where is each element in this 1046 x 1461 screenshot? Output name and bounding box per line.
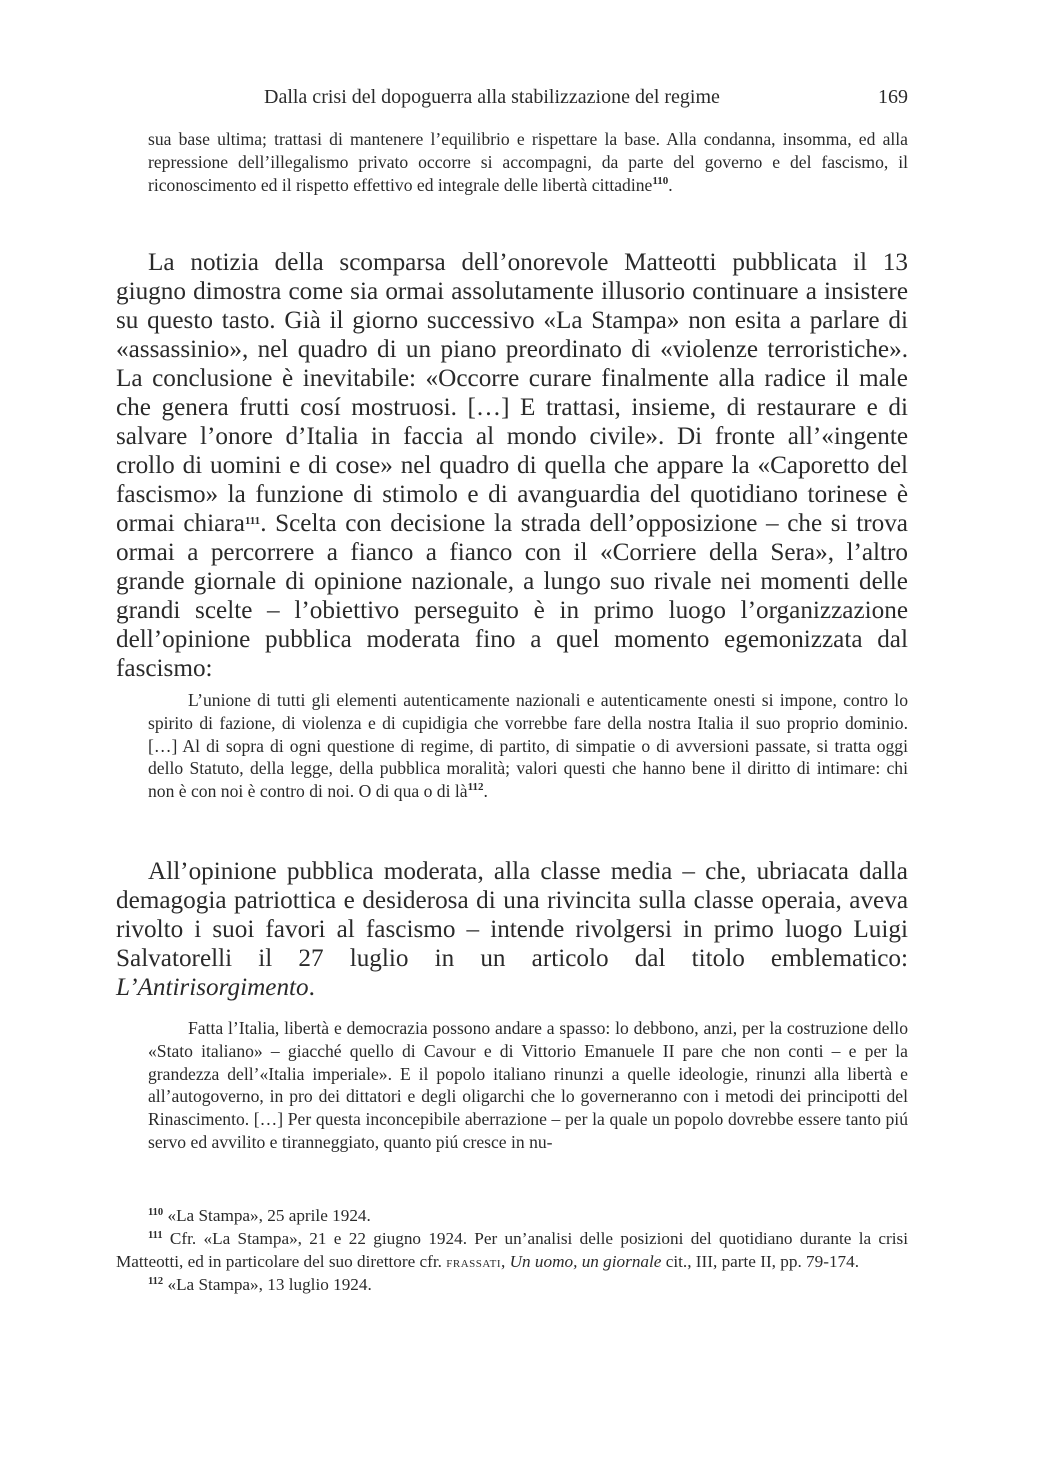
- footnote-author: frassati: [446, 1254, 502, 1271]
- paragraph-2-text: All’opinione pubblica moderata, alla classe media – che, ubriacata dalla demagogia patriottica e desiderosa di una rivincita sulla classe operaia, aveva rivolto i suoi favori al fascismo – intende rivolgersi in primo luogo Luigi Salvatorelli il 27 luglio in un articolo dal titolo emblematico:: [116, 858, 908, 972]
- paragraph-1: [116, 248, 908, 683]
- footnote-number: 112: [148, 1276, 164, 1288]
- footnote-ref-111[interactable]: 111: [244, 515, 261, 527]
- block-quote-3: [148, 1017, 908, 1154]
- quote-2-text: L’unione di tutti gli elementi autenticamente nazionali e autenticamente onesti si impone, contro lo spirito di fazione, di violenza e di cupidigia che vorrebbe fare della nostra Italia il suo proprio dominio. […] Al di sopra di ogni questione di regime, di partito, di simpatie o di avversioni passate, si tratta oggi dello Statuto, della legge, della pubblica moralità; valori questi che hanno bene il diritto di intimare: chi non è con noi è contro di noi. O di qua o di là: [148, 690, 908, 802]
- page-number: 169: [878, 86, 908, 108]
- quote-2-end: .: [483, 781, 488, 802]
- footnote-text: Cfr. «La Stampa», 21 e 22 giugno 1924. Per un’analisi delle posizioni del quotidiano durante la crisi Matteotti, ed in particolare del suo direttore cfr.: [116, 1228, 909, 1271]
- paragraph-1-text-b: . Scelta con decisione la strada dell’opposizione – che si trova ormai a percorrere a fianco a fianco con il «Corriere della Sera», l’altro grande giornale di opinione nazionale, a lungo suo rivale nei momenti delle grandi scelte – l’obiettivo perseguito è in primo luogo l’organizzazione dell’opinione pubblica moderata fino a quel momento egemonizzata dal fascismo:: [116, 510, 908, 682]
- footnotes: [116, 1205, 908, 1297]
- block-quote-2: [148, 689, 908, 803]
- footnote-110: [116, 1205, 908, 1228]
- article-title: L’Antirisorgimento: [116, 974, 309, 1001]
- quote-1-text: sua base ultima; trattasi di mantenere l’equilibrio e rispettare la base. Alla condanna, insomma, ed alla repressione dell’illegalismo privato occorre si accompagni, da parte del governo e del fascismo, il riconoscimento ed il rispetto effettivo ed integrale delle libertà cittadine: [148, 129, 908, 195]
- paragraph-2-end: .: [308, 974, 315, 1001]
- footnote-text-tail: cit., III, parte II, pp. 79-174.: [661, 1251, 860, 1271]
- footnote-book-title: Un uomo, un giornale: [509, 1251, 662, 1271]
- paragraph-2: [116, 857, 908, 1002]
- quote-3-text: Fatta l’Italia, libertà e democrazia possono andare a spasso: lo debbono, anzi, per la costruzione dello «Stato italiano» – giacché quello di Cavour e di Vittorio Emanuele II pare che non conti – e per la grandezza dell’«Italia imperiale». E il popolo italiano rinunzi a quelle ideologie, rinunzi alla libertà e all’autogoverno, in pro dei dittatori e degli oligarchi che lo governeranno con i metodi dei principotti del Rinascimento. […] Per questa inconcepibile aberrazione – per la quale un popolo dovrebbe essere tanto piú servo ed avvilito e tiranneggiato, quanto piú cresce in nu-: [148, 1018, 908, 1152]
- paragraph-1-text-a: La notizia della scomparsa dell’onorevole Matteotti pubblicata il 13 giugno dimostra come sia ormai assolutamente illusorio continuare a insistere su questo tasto. Già il giorno successivo «La Stampa» non esita a parlare di «assassinio», nel quadro di un piano preordinato di «violenze terroristiche». La conclusione è inevitabile: «Occorre curare finalmente alla radice il male che genera frutti cosí mostruosi. […] E trattasi, insieme, di restaurare e di salvare l’onore d’Italia in faccia al mondo civile». Di fronte all’«ingente crollo di uomini e di cose» nel quadro di quella che appare la «Caporetto del fascismo» la funzione di stimolo e di avanguardia del quotidiano torinese è ormai chiara: [116, 249, 908, 537]
- footnote-number: 111: [148, 1229, 163, 1241]
- footnote-separator: ,: [501, 1251, 510, 1271]
- footnote-ref-110[interactable]: 110: [652, 174, 669, 187]
- footnote-text: «La Stampa», 13 luglio 1924.: [167, 1275, 372, 1295]
- footnote-112: [116, 1274, 908, 1297]
- running-head-title: Dalla crisi del dopoguerra alla stabilizzazione del regime: [264, 86, 720, 108]
- footnote-text: «La Stampa», 25 aprile 1924.: [167, 1206, 371, 1225]
- footnote-ref-112[interactable]: 112: [467, 781, 484, 794]
- footnote-111: [116, 1228, 908, 1275]
- quote-1-end: .: [668, 174, 673, 195]
- block-quote-1: [148, 128, 908, 196]
- footnote-number: 110: [148, 1207, 164, 1218]
